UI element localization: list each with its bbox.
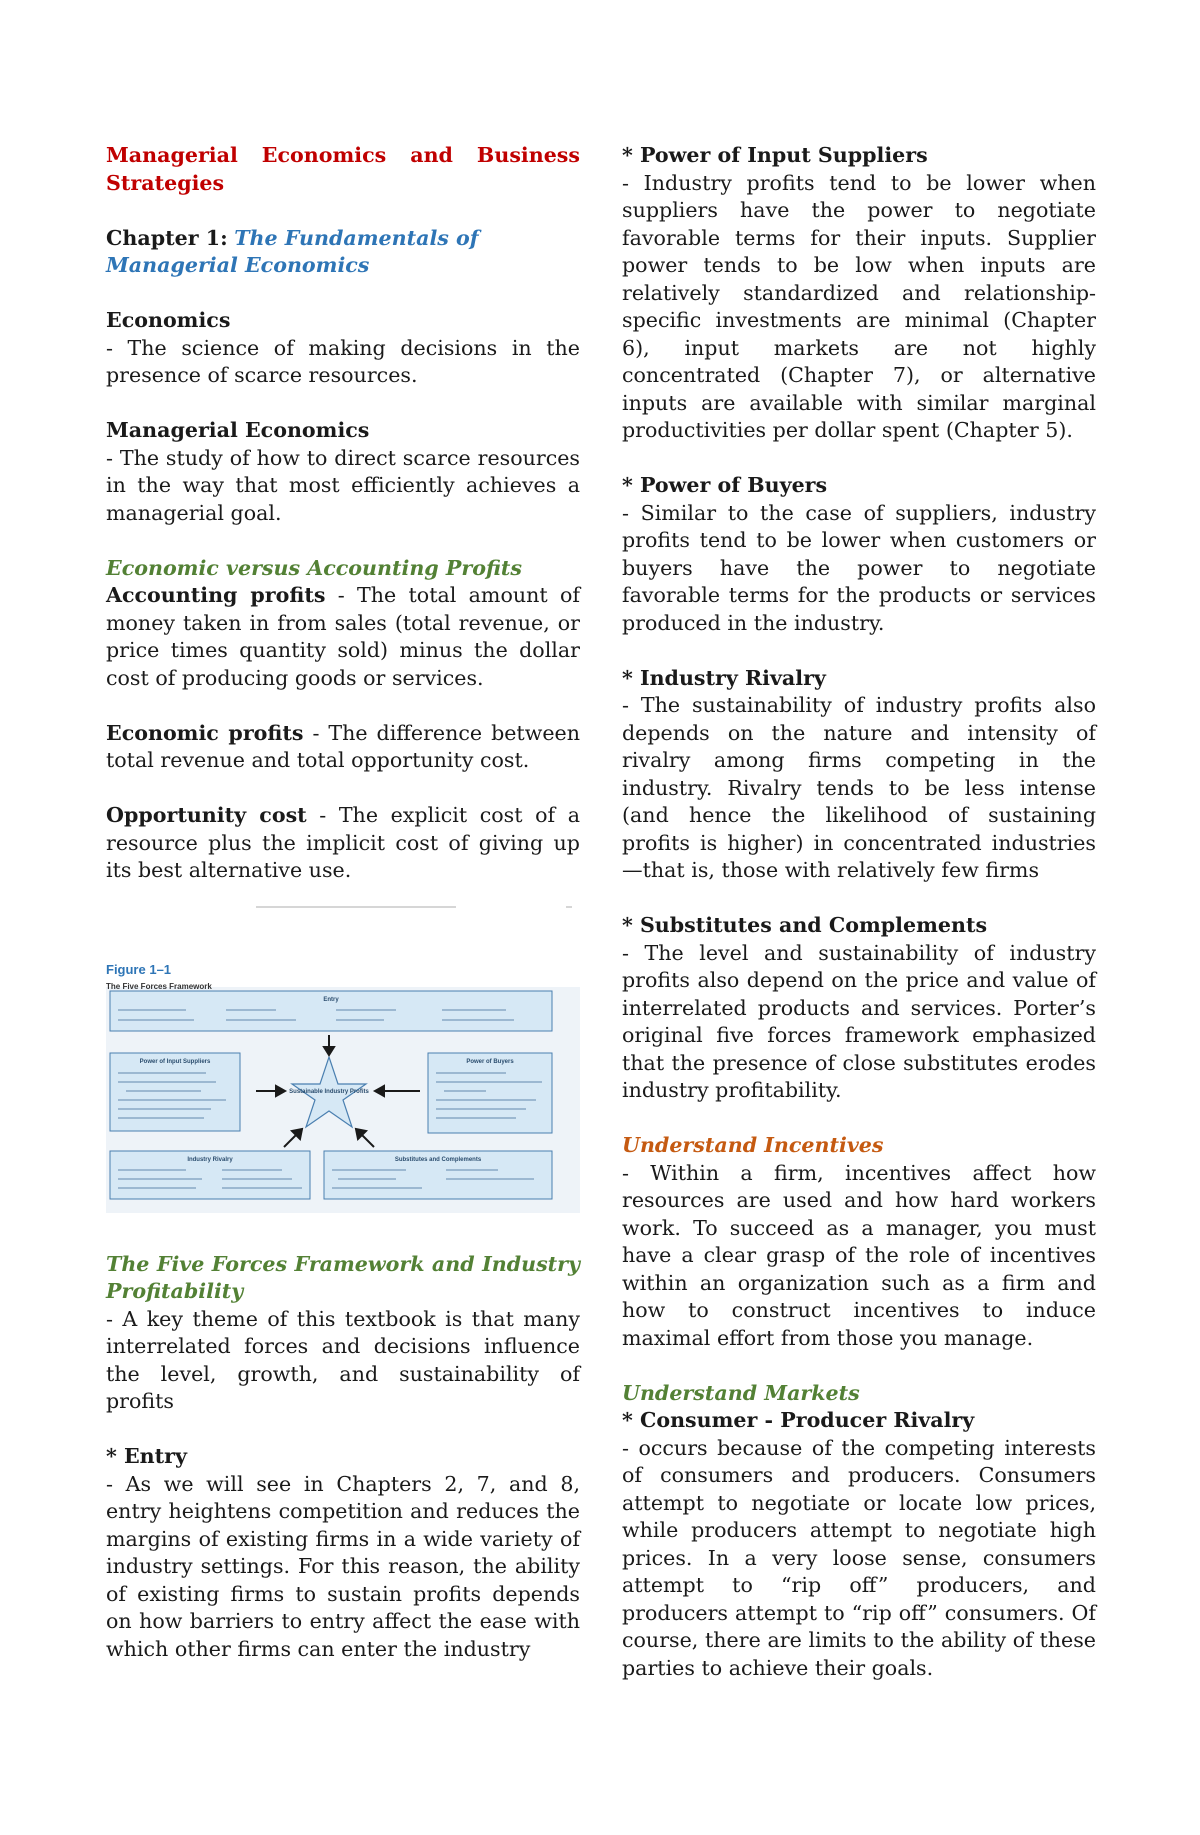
document-title: Managerial Economics and Business Strategies bbox=[106, 143, 580, 195]
buyers-heading: * Power of Buyers bbox=[622, 473, 828, 497]
substitutes-definition: - The level and sustainability of industry profits also depend on the price and value of interrelated products and services. Porter’s original five forces framework emphasized that the presence of close substitutes erodes industry profitability. bbox=[622, 940, 1096, 1102]
managerial-economics-definition: - The study of how to direct scarce resources in the way that most efficiently achieves a managerial goal. bbox=[106, 445, 580, 525]
figure-title: Figure 1–1 bbox=[106, 961, 172, 977]
incentives-definition: - Within a firm, incentives affect how resources are used and how hard workers work. To succeed as a manager, you must have a clear grasp of the role of incentives within an organization such as a firm and how to construct incentives to induce maximal effort from those you manage. bbox=[622, 1160, 1096, 1350]
five-forces-diagram bbox=[106, 893, 580, 1223]
substitutes-heading: * Substitutes and Complements bbox=[622, 913, 988, 937]
accounting-profits-term: Accounting profits bbox=[106, 583, 326, 607]
buyers-box-label: Power of Buyers bbox=[466, 1058, 514, 1065]
entry-box-label: Entry bbox=[323, 996, 339, 1003]
markets-heading: Understand Markets bbox=[622, 1380, 860, 1405]
star-center-label: Sustainable Industry Profits bbox=[289, 1088, 369, 1095]
right-column bbox=[622, 142, 1096, 1682]
opportunity-cost-definition: - The explicit cost of a resource plus the implicit cost of giving up its best alternative use. bbox=[106, 803, 580, 882]
managerial-economics-heading: Managerial Economics bbox=[106, 418, 370, 442]
economic-profits-definition: - The difference between total revenue and total opportunity cost. bbox=[106, 720, 580, 772]
buyers-box bbox=[428, 1053, 552, 1133]
substitutes-box-label: Substitutes and Complements bbox=[394, 1156, 482, 1163]
entry-heading: * Entry bbox=[106, 1444, 187, 1468]
figure-subtitle: The Five Forces Framework bbox=[106, 981, 212, 991]
accounting-profits-definition: - The total amount of money taken in from sales (total revenue, or price times quantity sold) minus the dollar cost of producing goods or services. bbox=[106, 583, 580, 690]
five-forces-definition: - A key theme of this textbook is that many interrelated forces and decisions influence the level, growth, and sustainability of profits bbox=[106, 1306, 580, 1413]
opportunity-cost-paragraph bbox=[106, 802, 580, 885]
incentives-heading: Understand Incentives bbox=[622, 1133, 884, 1157]
buyers-definition: - Similar to the case of suppliers, industry profits tend to be lower when customers or buyers have the power to negotiate favorable terms for the products or services produced in the industry. bbox=[622, 500, 1096, 635]
chapter-title: The Fundamentals of Managerial Economics bbox=[106, 225, 479, 277]
economics-definition: - The science of making decisions in the presence of scarce resources. bbox=[106, 335, 580, 387]
accounting-profits-paragraph bbox=[106, 582, 580, 692]
rivalry-heading: * Industry Rivalry bbox=[622, 665, 826, 690]
rivalry-definition: - The sustainability of industry profits also depends on the nature and intensity of rivalry among firms competing in the industry. Rivalry tends to be less intense (and hence the likelihood of sustaining profits is higher) in concentrated industries—that is, those with relatively few firms bbox=[622, 693, 1096, 882]
chapter-heading bbox=[106, 225, 580, 280]
economics-heading: Economics bbox=[106, 308, 231, 332]
five-forces-figure bbox=[106, 893, 580, 1223]
suppliers-box-label: Power of Input Suppliers bbox=[139, 1058, 211, 1065]
opportunity-cost-term: Opportunity cost bbox=[106, 803, 307, 827]
profits-section-heading: Economic versus Accounting Profits bbox=[106, 555, 523, 580]
left-column bbox=[106, 142, 580, 1663]
economic-profits-term: Economic profits bbox=[106, 720, 304, 745]
chapter-label: Chapter 1: bbox=[106, 225, 228, 250]
entry-definition: - As we will see in Chapters 2, 7, and 8, entry heightens competition and reduces the margins of existing firms in a wide variety of industry settings. For this reason, the ability of existing firms to sustain profits depends on how barriers to entry affect the ease with which other firms can enter the industry bbox=[106, 1471, 580, 1661]
rivalry-box-label: Industry Rivalry bbox=[187, 1156, 233, 1163]
suppliers-heading: * Power of Input Suppliers bbox=[622, 143, 928, 167]
suppliers-definition: - Industry profits tend to be lower when suppliers have the power to negotiate favorable terms for their inputs. Supplier power tends to be low when inputs are relatively standardized and relationship-specific investments are minimal (Chapter 6), input markets are not highly concentrated (Chapter 7), or alternative inputs are available with similar marginal productivities per dollar spent (Chapter 5). bbox=[622, 170, 1096, 442]
economic-profits-paragraph bbox=[106, 720, 580, 775]
five-forces-heading: The Five Forces Framework and Industry Profitability bbox=[106, 1251, 580, 1303]
consumer-producer-heading: * Consumer - Producer Rivalry bbox=[622, 1408, 975, 1432]
consumer-producer-definition: - occurs because of the competing interests of consumers and producers. Consumers attempt to negotiate or locate low prices, while producers attempt to negotiate high prices. In a very loose sense, consumers attempt to “rip off” producers, and producers attempt to “rip off” consumers. Of course, there are limits to the ability of these parties to achieve their goals. bbox=[622, 1435, 1096, 1680]
